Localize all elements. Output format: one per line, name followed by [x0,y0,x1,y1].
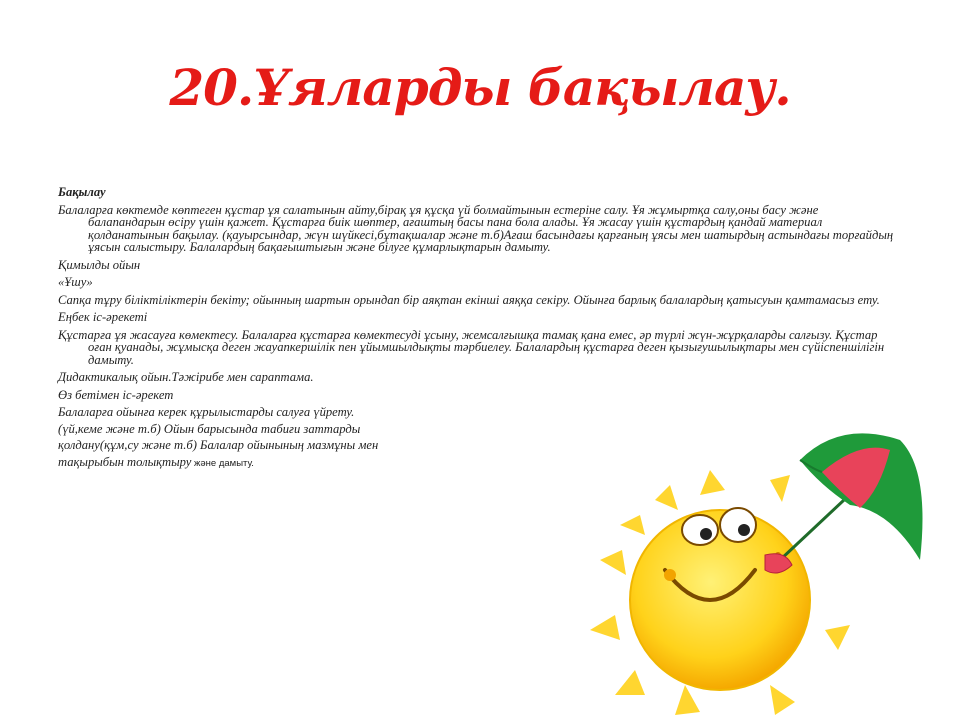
section-heading-labor: Еңбек іс-әрекеті [58,310,148,324]
paragraph-game: Сапқа тұру біліктіліктерін бекіту; ойынның шартын орындап бір аяқтан екінші аяққа секіру. Ойынға барлық балалардың қатысуын қамтамасыз ету. [58,292,880,307]
section-heading-game: Қимылды ойын [58,257,141,272]
sun-illustration [560,430,940,720]
independent-line-2: (үй,кеме және т.б) Ойын барысында табиғи заттарды [58,421,361,436]
paragraph-didactic: Дидактикалық ойын.Тәжірибе мен сараптама. [58,370,314,384]
independent-line-3: қолдану(құм,су және т.б) Балалар ойынының мазмұны мен [58,438,379,452]
slide-title: 20.Ұяларды бақылау. [169,58,791,117]
independent-line-4-italic: тақырыбын толықтыру [58,454,192,469]
independent-line-4 [58,456,458,471]
independent-line-4-plain: және дамыту. [191,457,254,469]
sun-eye-right [720,508,756,542]
independent-line-1: Балаларға ойынға керек құрылыстарды салуға үйрету. [58,405,355,419]
paragraph-labor: Құстарға ұя жасауға көмектесу. Балаларға құстарға көмектесуді ұсыну, жемсалғышқа тамақ қана емес, әр түрлі жүн-жұрқаларды салғызу. Құстар оған қуанады, жұмысқа деген жауапкершілік пен ұйымшылдықты тәрбиелеу. Балалардың құстарға деген қызығушылықтары мен сүйіспеншілігін дамыту. [58,327,885,367]
paragraph-observation: Балаларға көктемде көптеген құстар ұя салатынын айту,бірақ ұя құсқа үй болмайтынын естеріне салу. Ұя жұмыртқа салу,оны басу және балапандарын өсіру үшін қажет. Құстарға биік шөптер, ағаштың басы пана бола алады. Ұя жасау үшін құстардың қандай материал қолданатынын бақылау. (қауырсындар, жүн шүйкесі,бұтақшалар және т.б)Ағаш басындағы қарғаның ұясы мен шатырдың астындағы торғайдың ұясын салыстыру. Балалардың бақағыштығын және білуге құмарлықтарын дамыту. [58,202,894,254]
sun-eye-left [682,515,718,545]
game-name: «Ұшу» [58,275,93,289]
section-heading-independent: Өз бетімен іс-әрекет [58,387,174,402]
section-heading-observation: Бақылау [58,185,106,199]
umbrella-icon [765,433,923,573]
